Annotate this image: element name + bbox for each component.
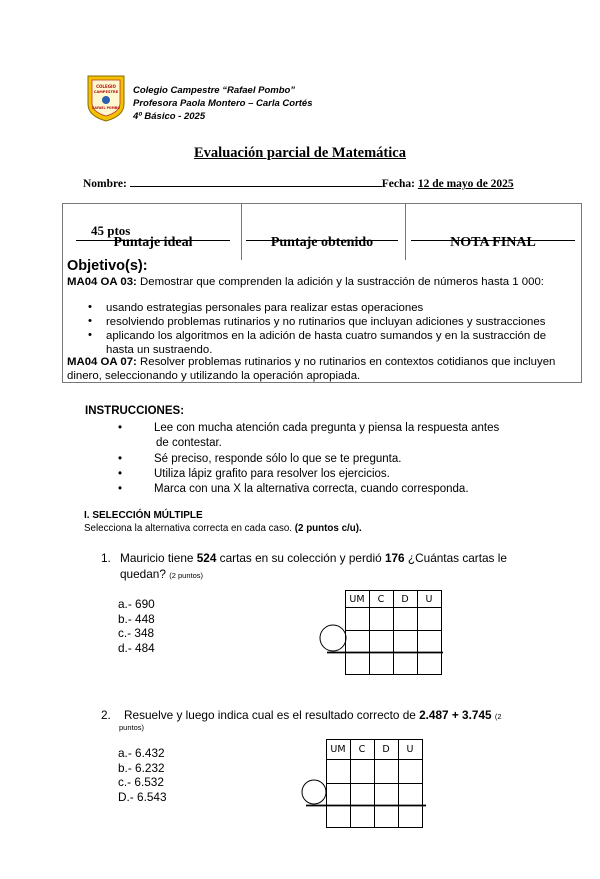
q1-text-b: cartas en su colección y perdió: [216, 551, 385, 565]
column-divider: [241, 204, 242, 260]
logo-text-1: COLEGIO: [96, 84, 116, 89]
grid-header-d: D: [401, 594, 409, 605]
q1-number-b: 176: [384, 551, 405, 565]
school-logo: [86, 74, 126, 122]
q1-text-a: Mauricio tiene: [120, 551, 197, 565]
question-1-text: [120, 550, 520, 584]
grid-header-um: UM: [330, 744, 346, 755]
question-2-options: [118, 746, 167, 804]
date-label: Fecha:: [381, 178, 415, 190]
instruction-bullet-2: •: [118, 453, 123, 465]
option-c[interactable]: c.- 6.532: [118, 775, 164, 789]
section-subtitle-text: Selecciona la alternativa correcta en cada caso.: [84, 523, 293, 534]
list-item: • aplicando los algoritmos en la adición de hasta cuatro sumandos y en la sustracción de hasta un sustraendo.: [88, 329, 547, 356]
objective-oa03: [67, 275, 577, 289]
oa07-code: MA04 OA 07:: [67, 356, 137, 368]
instruction-item: [118, 452, 518, 467]
grid-header-u: U: [406, 744, 414, 755]
option-d[interactable]: d.- 484: [118, 640, 155, 655]
grid-header-um: UM: [349, 594, 365, 605]
question-2-number: 2.: [101, 708, 111, 722]
section-subtitle: [84, 523, 362, 534]
q2-points-a: (2: [494, 712, 502, 721]
grid-header-d: D: [382, 744, 390, 755]
logo-text-3: RAFAEL POMBO: [92, 106, 120, 110]
date-value: 12 de mayo de 2025: [417, 178, 514, 190]
oa07-text: Resolver problemas rutinarios y no rutinarios en contextos cotidianos que incluyen dinero, seleccionando y utilizando la operación apropiada.: [67, 356, 556, 382]
q1-points: (2 puntos): [169, 571, 203, 580]
instruction-item: [118, 482, 518, 497]
instruction-item: [118, 436, 518, 451]
option-c[interactable]: c.- 348: [118, 626, 155, 640]
list-item: • usando estrategias personales para realizar estas operaciones: [88, 301, 424, 314]
question-2-text: [124, 707, 544, 725]
instruction-text-3: Utiliza lápiz grafito para resolver los ejercicios.: [154, 468, 390, 480]
instruction-text-2: Sé preciso, responde sólo lo que se te pregunta.: [154, 453, 402, 465]
obtained-score-label: Puntaje obtenido: [270, 235, 374, 250]
section-subtitle-points: (2 puntos c/u).: [294, 523, 362, 534]
instruction-bullet-1: •: [118, 422, 123, 434]
q1-text-c: ¿Cuántas cartas le: [404, 551, 507, 565]
grid-header-c: C: [377, 594, 385, 605]
instruction-text-1b: de contestar.: [156, 437, 222, 449]
ideal-score-value: 45 ptos: [91, 223, 131, 238]
option-b[interactable]: b.- 448: [118, 611, 155, 626]
name-field[interactable]: [130, 176, 382, 187]
name-date-row: [83, 176, 514, 190]
q1-text-d: quedan?: [120, 567, 166, 581]
question-1-number: 1.: [101, 551, 111, 565]
section-heading: I. SELECCIÓN MÚLTIPLE: [84, 510, 203, 521]
option-a[interactable]: a.- 6.432: [118, 746, 165, 760]
q2-points-b: puntos): [119, 723, 145, 732]
name-label: Nombre:: [83, 178, 127, 190]
grade-year: 4º Básico - 2025: [133, 111, 206, 122]
q2-text-a: Resuelve y luego indica cual es el resultado correcto de: [124, 708, 420, 722]
q1-number-a: 524: [196, 551, 217, 565]
ideal-score-label: Puntaje ideal: [113, 235, 193, 250]
grid-header-c: C: [358, 744, 366, 755]
school-name: Colegio Campestre “Rafael Pombo”: [133, 85, 296, 96]
instruction-item: [118, 421, 518, 436]
question-2-place-value-grid[interactable]: [300, 737, 435, 832]
logo-text-2: CAMPESTRE: [93, 90, 119, 94]
objectives-heading: Objetivo(s):: [67, 258, 148, 274]
instruction-bullet-4: •: [118, 483, 123, 495]
question-1-place-value-grid[interactable]: [315, 588, 450, 678]
objective-oa07: [67, 355, 579, 383]
objective-bullets: [84, 301, 574, 357]
instruction-text-4: Marca con una X la alternativa correcta, cuando corresponda.: [154, 483, 469, 495]
instruction-item: [118, 467, 518, 482]
option-b[interactable]: b.- 6.232: [118, 760, 165, 775]
oa03-code: MA04 OA 03:: [67, 276, 137, 288]
column-divider: [405, 204, 406, 260]
page-title: Evaluación parcial de Matemática: [194, 145, 406, 161]
list-item: • resolviendo problemas rutinarios y no rutinarios que incluyan adiciones y sustracciones: [88, 315, 546, 328]
oa03-text: Demostrar que comprenden la adición y la sustracción de números hasta 1 000:: [140, 276, 544, 288]
option-a[interactable]: a.- 690: [118, 597, 155, 611]
objective-bullet-2: resolviendo problemas rutinarios y no rutinarios que incluyan adiciones y sustracciones: [106, 316, 546, 328]
instruction-text-1: Lee con mucha atención cada pregunta y piensa la respuesta antes: [154, 422, 500, 434]
objective-bullet-1: usando estrategias personales para realizar estas operaciones: [106, 302, 424, 314]
question-1-options: [118, 597, 155, 655]
teachers: Profesora Paola Montero – Carla Cortés: [133, 98, 313, 109]
instruction-bullet-3: •: [118, 468, 123, 480]
q2-expression: 2.487 + 3.745: [419, 708, 492, 722]
grid-header-u: U: [425, 594, 433, 605]
instructions-heading: INSTRUCCIONES:: [85, 405, 185, 417]
objective-bullet-3: aplicando los algoritmos en la adición de hasta cuatro sumandos y en la sustracción de hasta un sustraendo.: [106, 330, 547, 356]
final-grade-label: NOTA FINAL: [450, 235, 536, 250]
option-d[interactable]: D.- 6.543: [118, 789, 167, 804]
